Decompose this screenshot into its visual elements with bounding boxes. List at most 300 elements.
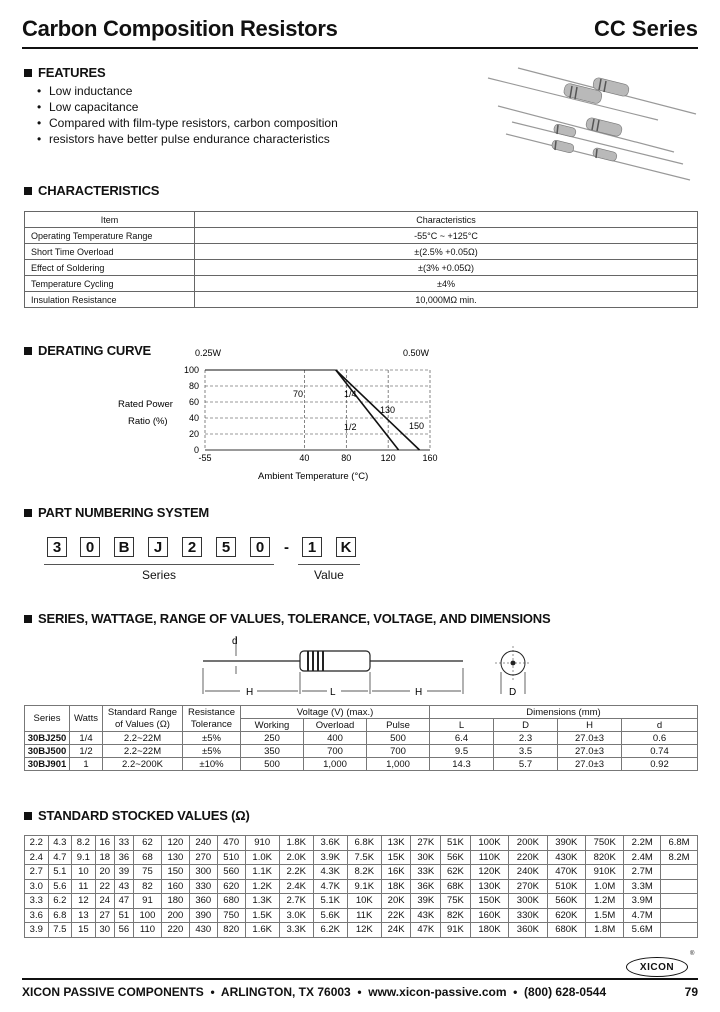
table-cell: 330K	[509, 908, 547, 923]
registered-mark: ®	[690, 951, 695, 957]
chart-ylabel-line2: Ratio (%)	[128, 416, 168, 427]
table-cell: 3.5	[494, 745, 558, 758]
stocked-heading-text: STANDARD STOCKED VALUES (Ω)	[38, 808, 250, 823]
part-number-char: 0	[250, 537, 270, 557]
table-cell: 30BJ500	[25, 745, 70, 758]
table-cell: 1.5K	[245, 908, 279, 923]
table-cell: 22	[95, 879, 114, 894]
table-cell: 1.0K	[245, 850, 279, 865]
table-cell: 5.1	[48, 865, 72, 880]
table-row	[25, 745, 698, 758]
feature-item: • Compared with film-type resistors, carbon composition	[37, 115, 338, 131]
column-header-overload: Overload	[304, 719, 367, 732]
section-bullet-icon	[24, 69, 32, 77]
table-row	[25, 244, 698, 260]
chart-annotation-70: 70	[293, 389, 304, 399]
table-cell: 33K	[411, 865, 441, 880]
chart-ylabel-line1: Rated Power	[118, 399, 173, 410]
table-cell: 75K	[441, 894, 471, 909]
xicon-logo: XICON	[626, 957, 688, 977]
derating-heading-text: DERATING CURVE	[38, 343, 152, 358]
table-cell: 2.7K	[279, 894, 313, 909]
table-cell: 56K	[441, 850, 471, 865]
section-bullet-icon	[24, 187, 32, 195]
table-cell: 1.5M	[585, 908, 623, 923]
table-cell: 2.2	[25, 836, 49, 851]
table-cell: 560	[217, 865, 245, 880]
table-cell: 4.3	[48, 836, 72, 851]
table-cell: 750	[217, 908, 245, 923]
dim-label-h-right: H	[415, 687, 423, 698]
table-cell: 27.0±3	[558, 745, 622, 758]
table-row	[25, 228, 698, 244]
chart-annotation-150: 150	[409, 421, 425, 431]
table-cell: 2.2~22M	[103, 732, 183, 745]
table-cell: 22K	[381, 908, 411, 923]
table-cell: 2.2M	[624, 836, 661, 851]
table-cell: 10	[72, 865, 96, 880]
series-underline	[44, 564, 274, 565]
table-cell: 62K	[441, 865, 471, 880]
table-cell: 1.0M	[585, 879, 623, 894]
table-row	[25, 865, 698, 880]
table-cell: 13K	[381, 836, 411, 851]
table-cell: Temperature Cycling	[25, 276, 195, 292]
table-cell: 150	[161, 865, 189, 880]
table-cell: 680K	[547, 923, 585, 938]
table-cell: 8.2K	[347, 865, 381, 880]
table-cell: 30	[95, 923, 114, 938]
column-header-characteristics: Characteristics	[195, 212, 698, 228]
table-cell: 9.1	[72, 850, 96, 865]
table-cell: 6.8	[48, 908, 72, 923]
x-tick-label: 40	[299, 453, 310, 463]
table-row	[25, 260, 698, 276]
table-cell: 7.5	[48, 923, 72, 938]
table-cell: 0.6	[622, 732, 698, 745]
table-cell: 18	[95, 850, 114, 865]
table-cell: 4.7K	[313, 879, 347, 894]
table-cell: 150K	[470, 894, 508, 909]
table-cell: 15K	[381, 850, 411, 865]
table-cell: 500	[367, 732, 430, 745]
table-cell: 270K	[509, 879, 547, 894]
table-cell: 4.7M	[624, 908, 661, 923]
derating-line-half	[336, 370, 420, 450]
part-number-char: 3	[47, 537, 67, 557]
table-cell: 400	[304, 732, 367, 745]
table-cell: 510K	[547, 879, 585, 894]
table-cell: 160	[161, 879, 189, 894]
features-list	[37, 83, 338, 147]
table-cell: ±5%	[183, 732, 241, 745]
x-tick-label: 120	[380, 453, 396, 463]
table-row	[25, 894, 698, 909]
part-numbering-heading-text: PART NUMBERING SYSTEM	[38, 505, 210, 520]
table-cell: 6.4	[430, 732, 494, 745]
table-cell: 2.2~22M	[103, 745, 183, 758]
characteristics-table	[24, 211, 698, 308]
table-cell: 82K	[441, 908, 471, 923]
table-cell: 1	[70, 758, 103, 771]
table-cell: 470K	[547, 865, 585, 880]
table-cell: 20	[95, 865, 114, 880]
table-cell: 1.8K	[279, 836, 313, 851]
table-cell: 120	[161, 836, 189, 851]
table-cell: 16K	[381, 865, 411, 880]
table-row	[25, 732, 698, 745]
table-row	[25, 923, 698, 938]
y-tick-label: 100	[183, 365, 199, 375]
table-cell: 27K	[411, 836, 441, 851]
table-cell: 39	[114, 865, 133, 880]
table-row	[25, 292, 698, 308]
table-cell: 3.9K	[313, 850, 347, 865]
column-header-D: D	[494, 719, 558, 732]
table-cell: 3.9M	[624, 894, 661, 909]
table-cell: Effect of Soldering	[25, 260, 195, 276]
table-cell: 62	[133, 836, 161, 851]
y-tick-label: 40	[188, 413, 199, 423]
table-cell: 470	[217, 836, 245, 851]
table-cell: 0.92	[622, 758, 698, 771]
table-cell: 11	[72, 879, 96, 894]
table-cell: 360K	[509, 923, 547, 938]
table-cell: 13	[72, 908, 96, 923]
table-cell: 620K	[547, 908, 585, 923]
table-cell: 430	[189, 923, 217, 938]
column-header-tolerance-1: Resistance	[183, 706, 241, 719]
table-cell: 51	[114, 908, 133, 923]
column-header-range-1: Standard Range	[103, 706, 183, 719]
table-cell: 2.3	[494, 732, 558, 745]
column-header-pulse: Pulse	[367, 719, 430, 732]
table-cell: 36	[114, 850, 133, 865]
table-cell: 91K	[441, 923, 471, 938]
column-header-working: Working	[241, 719, 304, 732]
series-spec-table	[24, 705, 698, 771]
table-cell: 30BJ250	[25, 732, 70, 745]
part-number-char: J	[148, 537, 168, 557]
chart-annotation-130: 130	[380, 405, 396, 415]
table-cell: 390	[189, 908, 217, 923]
feature-item: • resistors have better pulse endurance characteristics	[37, 131, 338, 147]
table-cell: 820	[217, 923, 245, 938]
table-cell: 510	[217, 850, 245, 865]
table-cell: 1.2K	[245, 879, 279, 894]
table-cell: 1.2M	[585, 894, 623, 909]
table-cell: 82	[133, 879, 161, 894]
part-number-char: 2	[182, 537, 202, 557]
section-bullet-icon	[24, 615, 32, 623]
column-header-H: H	[558, 719, 622, 732]
table-cell: 100	[133, 908, 161, 923]
y-tick-label: 80	[188, 381, 199, 391]
table-cell: 1/4	[70, 732, 103, 745]
series-title: CC Series	[594, 16, 698, 41]
table-cell: 200K	[509, 836, 547, 851]
table-cell: 6.8M	[661, 836, 698, 851]
part-number-dash: -	[284, 539, 289, 556]
table-cell: 30K	[411, 850, 441, 865]
table-cell: 18K	[381, 879, 411, 894]
table-cell: 1.3K	[245, 894, 279, 909]
table-header-row	[25, 212, 698, 228]
characteristics-heading-text: CHARACTERISTICS	[38, 183, 160, 198]
page-title: Carbon Composition Resistors	[22, 16, 338, 41]
table-row	[25, 276, 698, 292]
column-header-range-2: of Values (Ω)	[103, 719, 183, 732]
column-header-d: d	[622, 719, 698, 732]
table-cell	[661, 923, 698, 938]
derating-chart	[0, 340, 460, 490]
table-cell: ±(2.5% +0.05Ω)	[195, 244, 698, 260]
table-cell: 110	[133, 923, 161, 938]
table-cell: 3.3M	[624, 879, 661, 894]
table-cell: 6.2K	[313, 923, 347, 938]
table-cell: 3.0	[25, 879, 49, 894]
chart-annotation-half: 1/2	[344, 422, 357, 432]
table-cell: 91	[133, 894, 161, 909]
table-cell: 10,000MΩ min.	[195, 292, 698, 308]
table-cell: 2.2K	[279, 865, 313, 880]
section-bullet-icon	[24, 812, 32, 820]
table-cell: 8.2M	[661, 850, 698, 865]
table-cell: 3.3	[25, 894, 49, 909]
table-cell: 56	[114, 923, 133, 938]
y-tick-label: 20	[188, 429, 199, 439]
table-cell: 160K	[470, 908, 508, 923]
column-header-item: Item	[25, 212, 195, 228]
table-cell: 33	[114, 836, 133, 851]
dim-label-l: L	[330, 687, 336, 698]
table-cell: 3.6	[25, 908, 49, 923]
series-label: Series	[142, 568, 177, 582]
table-cell: 700	[304, 745, 367, 758]
table-cell: 0.74	[622, 745, 698, 758]
feature-item: • Low capacitance	[37, 99, 338, 115]
table-cell: 1,000	[367, 758, 430, 771]
table-cell: 16	[95, 836, 114, 851]
table-cell: 300	[189, 865, 217, 880]
table-cell: 2.4M	[624, 850, 661, 865]
table-cell: 350	[241, 745, 304, 758]
column-header-dimensions: Dimensions (mm)	[430, 706, 698, 719]
dim-label-d: d	[232, 636, 238, 647]
table-row	[25, 850, 698, 865]
resistor-product-image	[478, 62, 700, 190]
column-header-watts: Watts	[70, 706, 103, 732]
table-cell: 5.1K	[313, 894, 347, 909]
y-tick-label: 60	[188, 397, 199, 407]
table-cell: 1/2	[70, 745, 103, 758]
footer-text: XICON PASSIVE COMPONENTS • ARLINGTON, TX 76003 • www.xicon-passive.com • (800) 628-0544	[22, 985, 607, 999]
table-cell: 4.7	[48, 850, 72, 865]
table-cell: 36K	[411, 879, 441, 894]
table-cell: 5.6	[48, 879, 72, 894]
table-row	[25, 836, 698, 851]
table-cell: 620	[217, 879, 245, 894]
feature-item: • Low inductance	[37, 83, 338, 99]
table-cell: 1.8M	[585, 923, 623, 938]
table-cell: 5.7	[494, 758, 558, 771]
part-number-char: 5	[216, 537, 236, 557]
table-cell: 27	[95, 908, 114, 923]
table-cell: Operating Temperature Range	[25, 228, 195, 244]
dim-label-h-left: H	[246, 687, 254, 698]
table-cell: 910	[245, 836, 279, 851]
table-cell: 300K	[509, 894, 547, 909]
table-cell: 47K	[411, 923, 441, 938]
table-cell: 43	[114, 879, 133, 894]
series-heading	[24, 611, 550, 626]
table-cell: 750K	[585, 836, 623, 851]
table-cell: 240K	[509, 865, 547, 880]
table-cell: 5.6K	[313, 908, 347, 923]
table-cell: 180K	[470, 923, 508, 938]
table-cell: 270	[189, 850, 217, 865]
value-underline	[298, 564, 360, 565]
chart-label-050w: 0.50W	[403, 348, 430, 358]
table-cell: 39K	[411, 894, 441, 909]
table-cell: 2.4K	[279, 879, 313, 894]
table-cell: 2.7M	[624, 865, 661, 880]
table-cell: 1.6K	[245, 923, 279, 938]
table-cell: 120K	[470, 865, 508, 880]
table-cell: 130	[161, 850, 189, 865]
part-number-char: B	[114, 537, 134, 557]
table-cell: 3.0K	[279, 908, 313, 923]
x-tick-label: 160	[422, 453, 438, 463]
table-cell	[661, 879, 698, 894]
table-cell: 700	[367, 745, 430, 758]
table-cell: Short Time Overload	[25, 244, 195, 260]
chart-annotation-quarter: 1/4	[344, 389, 357, 399]
stocked-heading	[24, 808, 250, 823]
dimension-diagram	[195, 632, 540, 702]
section-bullet-icon	[24, 509, 32, 517]
chart-xlabel: Ambient Temperature (°C)	[258, 471, 369, 482]
table-cell: 3.3K	[279, 923, 313, 938]
table-cell: 6.2	[48, 894, 72, 909]
part-number-char: 0	[80, 537, 100, 557]
table-row	[25, 758, 698, 771]
part-numbering-heading	[24, 505, 209, 520]
column-header-L: L	[430, 719, 494, 732]
table-cell: 30BJ901	[25, 758, 70, 771]
table-cell: 2.7	[25, 865, 49, 880]
table-cell: -55°C ~ +125°C	[195, 228, 698, 244]
table-cell: 1,000	[304, 758, 367, 771]
table-cell: 910K	[585, 865, 623, 880]
table-cell: 68	[133, 850, 161, 865]
table-cell: 180	[161, 894, 189, 909]
table-cell: 24K	[381, 923, 411, 938]
table-cell: 51K	[441, 836, 471, 851]
x-tick-label: 80	[341, 453, 352, 463]
table-cell: 3.6K	[313, 836, 347, 851]
table-cell: 14.3	[430, 758, 494, 771]
table-cell: 200	[161, 908, 189, 923]
series-heading-text: SERIES, WATTAGE, RANGE OF VALUES, TOLERANCE, VOLTAGE, AND DIMENSIONS	[38, 611, 551, 626]
table-cell: 240	[189, 836, 217, 851]
table-cell: 68K	[441, 879, 471, 894]
table-cell: ±5%	[183, 745, 241, 758]
table-cell: 15	[72, 923, 96, 938]
table-cell	[661, 894, 698, 909]
table-cell: 9.1K	[347, 879, 381, 894]
part-number-char: 1	[302, 537, 322, 557]
table-cell: 100K	[470, 836, 508, 851]
table-cell: 4.3K	[313, 865, 347, 880]
stocked-values-table	[24, 835, 698, 938]
table-cell: 5.6M	[624, 923, 661, 938]
x-tick-label: -55	[198, 453, 212, 463]
table-cell: 9.5	[430, 745, 494, 758]
page-number: 79	[684, 985, 698, 999]
table-cell: 12	[72, 894, 96, 909]
table-cell	[661, 908, 698, 923]
table-cell: 24	[95, 894, 114, 909]
table-cell: 43K	[411, 908, 441, 923]
table-cell: 130K	[470, 879, 508, 894]
table-cell: 47	[114, 894, 133, 909]
table-cell: 2.4	[25, 850, 49, 865]
features-heading	[24, 65, 106, 80]
table-cell: 12K	[347, 923, 381, 938]
table-cell: 10K	[347, 894, 381, 909]
table-cell: 560K	[547, 894, 585, 909]
table-cell: ±4%	[195, 276, 698, 292]
table-cell: 6.8K	[347, 836, 381, 851]
table-cell: 390K	[547, 836, 585, 851]
part-number-char: K	[336, 537, 356, 557]
features-heading-text: FEATURES	[38, 65, 106, 80]
footer-rule	[22, 978, 698, 980]
column-header-series: Series	[25, 706, 70, 732]
value-label: Value	[314, 568, 344, 582]
table-cell: 7.5K	[347, 850, 381, 865]
table-row	[25, 879, 698, 894]
table-cell: 680	[217, 894, 245, 909]
table-header-row	[25, 719, 698, 732]
table-row	[25, 908, 698, 923]
table-cell: ±(3% +0.05Ω)	[195, 260, 698, 276]
table-cell: 11K	[347, 908, 381, 923]
table-cell	[661, 865, 698, 880]
y-tick-label: 0	[193, 445, 199, 455]
table-cell: 1.1K	[245, 865, 279, 880]
table-cell: 110K	[470, 850, 508, 865]
table-cell: 820K	[585, 850, 623, 865]
table-cell: 250	[241, 732, 304, 745]
table-cell: 27.0±3	[558, 732, 622, 745]
characteristics-heading	[24, 183, 159, 198]
table-cell: 2.0K	[279, 850, 313, 865]
table-cell: 8.2	[72, 836, 96, 851]
table-cell: 27.0±3	[558, 758, 622, 771]
table-cell: ±10%	[183, 758, 241, 771]
table-cell: 2.2~200K	[103, 758, 183, 771]
table-cell: 360	[189, 894, 217, 909]
table-cell: 220	[161, 923, 189, 938]
table-cell: 20K	[381, 894, 411, 909]
column-header-tolerance-2: Tolerance	[183, 719, 241, 732]
chart-label-025w: 0.25W	[195, 348, 222, 358]
dim-label-D: D	[509, 687, 517, 698]
header-rule	[22, 47, 698, 49]
table-header-row	[25, 706, 698, 719]
